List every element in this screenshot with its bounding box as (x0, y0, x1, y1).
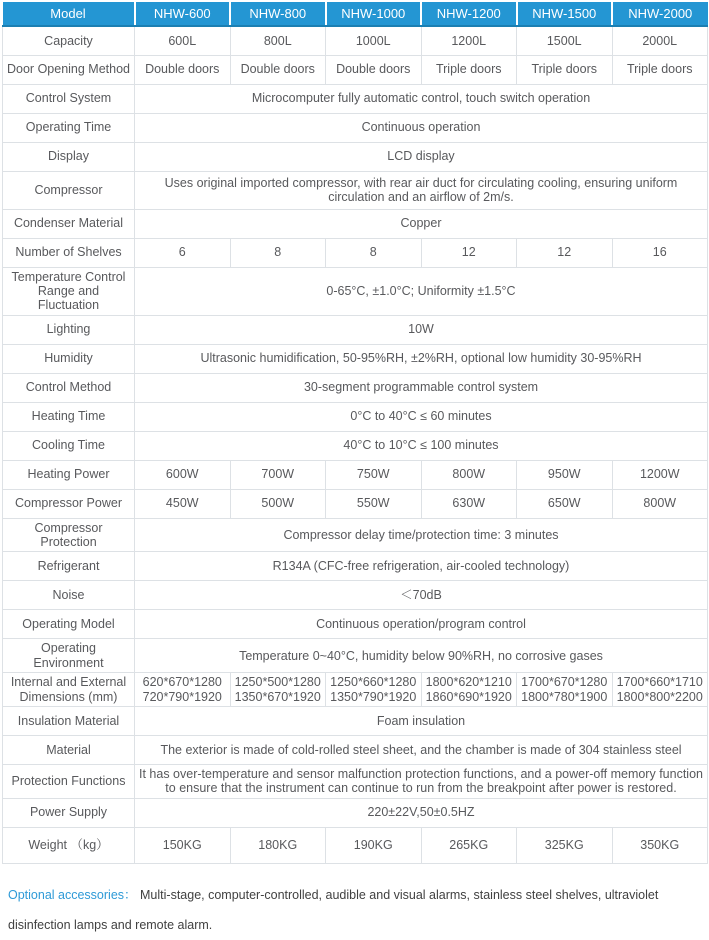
spec-value-span: 0°C to 40°C ≤ 60 minutes (135, 402, 708, 431)
spec-label: Heating Time (3, 402, 135, 431)
spec-value: 1000L (326, 26, 422, 55)
spec-value-dimensions (421, 673, 517, 707)
table-row (3, 238, 708, 267)
dimension-line: 1350*670*1920 (234, 689, 321, 704)
spec-value-span: 0-65°C, ±1.0°C; Uniformity ±1.5°C (135, 267, 708, 315)
dimension-line: 1250*660*1280 (330, 675, 417, 690)
spec-label: Compressor (3, 171, 135, 209)
dimension-line: 1800*800*2200 (616, 689, 703, 704)
table-row (3, 373, 708, 402)
spec-value: Triple doors (421, 55, 517, 84)
spec-value-span: Copper (135, 209, 708, 238)
table-row (3, 489, 708, 518)
spec-value-span: The exterior is made of cold-rolled steel sheet, and the chamber is made of 304 stainless steel (135, 735, 708, 764)
spec-label: Display (3, 142, 135, 171)
spec-value: 190KG (326, 827, 422, 863)
spec-label: Operating Environment (3, 639, 135, 673)
spec-value: 325KG (517, 827, 613, 863)
spec-value: 650W (517, 489, 613, 518)
spec-value-span: 30-segment programmable control system (135, 373, 708, 402)
spec-value-dimensions (135, 673, 231, 707)
spec-value-span: It has over-temperature and sensor malfunction protection functions, and a power-off memory function to ensure that the instrument can continue to run from the breakpoint after power is restored. (135, 764, 708, 798)
spec-value-span: 40°C to 10°C ≤ 100 minutes (135, 431, 708, 460)
spec-value: Double doors (326, 55, 422, 84)
note-label: Optional accessories： (8, 887, 137, 902)
dimension-line: 1800*620*1210 (425, 675, 512, 690)
table-row (3, 735, 708, 764)
table-row (3, 402, 708, 431)
spec-label: Noise (3, 581, 135, 610)
spec-value: 8 (326, 238, 422, 267)
spec-value-span: Continuous operation/program control (135, 610, 708, 639)
spec-label: Control Method (3, 373, 135, 402)
spec-value: 1500L (517, 26, 613, 55)
spec-value-span: Temperature 0~40°C, humidity below 90%RH, no corrosive gases (135, 639, 708, 673)
spec-value: 12 (421, 238, 517, 267)
spec-value-span: LCD display (135, 142, 708, 171)
spec-value-span: R134A (CFC-free refrigeration, air-cooled technology) (135, 552, 708, 581)
spec-value: Double doors (135, 55, 231, 84)
spec-value-dimensions (612, 673, 708, 707)
spec-value-dimensions (230, 673, 326, 707)
spec-label: Compressor Power (3, 489, 135, 518)
table-row (3, 431, 708, 460)
spec-value: 700W (230, 460, 326, 489)
spec-value: 950W (517, 460, 613, 489)
spec-label: Temperature Control Range and Fluctuation (3, 267, 135, 315)
dimension-line: 720*790*1920 (142, 689, 222, 704)
spec-label: Number of Shelves (3, 238, 135, 267)
table-row (3, 142, 708, 171)
table-row (3, 84, 708, 113)
dimension-line: 1860*690*1920 (425, 689, 512, 704)
table-row (3, 764, 708, 798)
spec-label: Protection Functions (3, 764, 135, 798)
dimension-line: 1350*790*1920 (330, 689, 417, 704)
spec-value: 630W (421, 489, 517, 518)
table-row (3, 209, 708, 238)
spec-label: Internal and External Dimensions (mm) (3, 673, 135, 707)
spec-value: 8 (230, 238, 326, 267)
spec-value: 450W (135, 489, 231, 518)
spec-label: Refrigerant (3, 552, 135, 581)
spec-value: Double doors (230, 55, 326, 84)
spec-value: 500W (230, 489, 326, 518)
spec-label: Condenser Material (3, 209, 135, 238)
header-model: NHW-2000 (612, 2, 708, 26)
spec-value: 1200L (421, 26, 517, 55)
spec-value: Triple doors (612, 55, 708, 84)
spec-value: 180KG (230, 827, 326, 863)
spec-value: 550W (326, 489, 422, 518)
spec-value-span: Uses original imported compressor, with rear air duct for circulating cooling, ensuring uniform circulation and an airflow of 2m/s. (135, 171, 708, 209)
spec-label: Insulation Material (3, 706, 135, 735)
spec-value-span: Continuous operation (135, 113, 708, 142)
table-row (3, 552, 708, 581)
spec-label: Control System (3, 84, 135, 113)
header-model: NHW-800 (230, 2, 326, 26)
spec-label: Material (3, 735, 135, 764)
table-row (3, 171, 708, 209)
table-row (3, 581, 708, 610)
table-row (3, 706, 708, 735)
spec-value-span: Microcomputer fully automatic control, touch switch operation (135, 84, 708, 113)
spec-value: 800L (230, 26, 326, 55)
spec-label: Operating Model (3, 610, 135, 639)
spec-value-span: Foam insulation (135, 706, 708, 735)
spec-value-span: 220±22V,50±0.5HZ (135, 798, 708, 827)
spec-value-dimensions (517, 673, 613, 707)
spec-label: Weight （kg） (3, 827, 135, 863)
spec-value: 2000L (612, 26, 708, 55)
spec-value: 750W (326, 460, 422, 489)
dimension-line: 1700*670*1280 (521, 675, 608, 690)
spec-value: 265KG (421, 827, 517, 863)
spec-label: Operating Time (3, 113, 135, 142)
spec-value: 600W (135, 460, 231, 489)
table-row (3, 267, 708, 315)
spec-value: 600L (135, 26, 231, 55)
table-row (3, 26, 708, 55)
header-model: NHW-1500 (517, 2, 613, 26)
table-row (3, 518, 708, 552)
spec-label: Power Supply (3, 798, 135, 827)
spec-value: 6 (135, 238, 231, 267)
table-row (3, 798, 708, 827)
spec-label: Cooling Time (3, 431, 135, 460)
note-text: Multi-stage, computer-controlled, audible and visual alarms, stainless steel shelves, ultraviolet disinfection lamps and remote alarm. (8, 887, 659, 932)
spec-value: 350KG (612, 827, 708, 863)
table-row (3, 610, 708, 639)
spec-label: Compressor Protection (3, 518, 135, 552)
spec-value: Triple doors (517, 55, 613, 84)
spec-value-span: ＜70dB (135, 581, 708, 610)
spec-label: Capacity (3, 26, 135, 55)
spec-value: 1200W (612, 460, 708, 489)
optional-accessories-note (8, 880, 701, 940)
table-row (3, 639, 708, 673)
dimension-line: 1250*500*1280 (234, 675, 321, 690)
spec-value: 150KG (135, 827, 231, 863)
table-row (3, 344, 708, 373)
header-model: NHW-1200 (421, 2, 517, 26)
dimension-line: 620*670*1280 (142, 675, 222, 690)
spec-value: 16 (612, 238, 708, 267)
dimension-line: 1800*780*1900 (521, 689, 608, 704)
spec-label: Door Opening Method (3, 55, 135, 84)
spec-label: Lighting (3, 315, 135, 344)
spec-value-span: 10W (135, 315, 708, 344)
spec-value-span: Ultrasonic humidification, 50-95%RH, ±2%RH, optional low humidity 30-95%RH (135, 344, 708, 373)
header-model-label: Model (3, 2, 135, 26)
spec-value-span: Compressor delay time/protection time: 3 minutes (135, 518, 708, 552)
header-model: NHW-600 (135, 2, 231, 26)
header-model: NHW-1000 (326, 2, 422, 26)
table-row (3, 113, 708, 142)
dimension-line: 1700*660*1710 (616, 675, 703, 690)
spec-label: Heating Power (3, 460, 135, 489)
header-row (3, 2, 708, 26)
table-row (3, 315, 708, 344)
spec-table-body (3, 26, 708, 863)
spec-value: 800W (612, 489, 708, 518)
table-row (3, 55, 708, 84)
spec-value-dimensions (326, 673, 422, 707)
spec-table (2, 2, 708, 864)
spec-label: Humidity (3, 344, 135, 373)
table-row (3, 673, 708, 707)
table-row (3, 827, 708, 863)
spec-value: 12 (517, 238, 613, 267)
spec-value: 800W (421, 460, 517, 489)
table-row (3, 460, 708, 489)
